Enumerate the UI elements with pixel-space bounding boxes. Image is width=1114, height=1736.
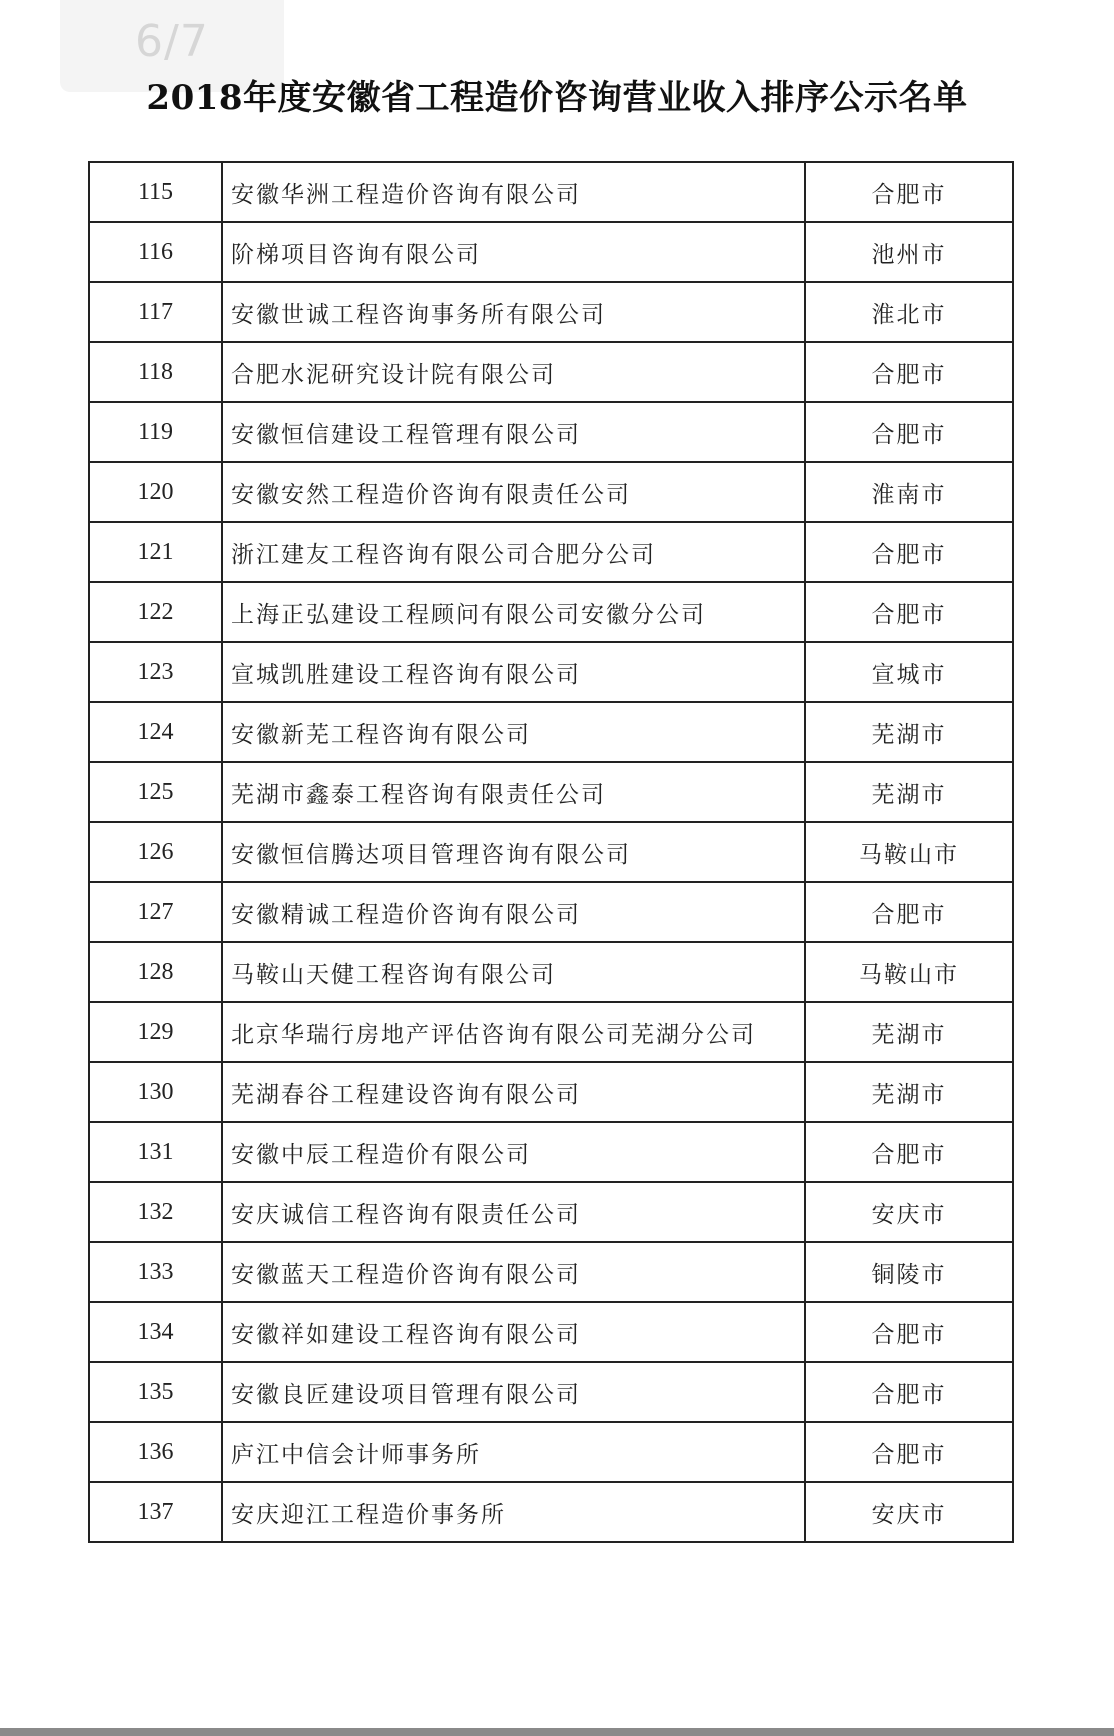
page-indicator-text: 6/7 <box>135 16 209 67</box>
table-row <box>89 402 1013 462</box>
city-cell: 铜陵市 <box>805 1242 1013 1302</box>
rank-number-cell: 116 <box>89 222 222 282</box>
table-row <box>89 1482 1013 1542</box>
company-name-cell: 安徽蓝天工程造价咨询有限公司 <box>222 1242 805 1302</box>
company-name-cell: 安徽恒信建设工程管理有限公司 <box>222 402 805 462</box>
company-name-cell: 安徽精诚工程造价咨询有限公司 <box>222 882 805 942</box>
city-cell: 合肥市 <box>805 162 1013 222</box>
rank-number-cell: 127 <box>89 882 222 942</box>
city-cell: 安庆市 <box>805 1182 1013 1242</box>
company-name-cell: 安徽世诚工程咨询事务所有限公司 <box>222 282 805 342</box>
table-row <box>89 762 1013 822</box>
city-cell: 马鞍山市 <box>805 942 1013 1002</box>
table-row <box>89 1302 1013 1362</box>
rank-number-cell: 115 <box>89 162 222 222</box>
company-name-cell: 安徽新芜工程咨询有限公司 <box>222 702 805 762</box>
rank-number-cell: 118 <box>89 342 222 402</box>
ranking-table-container <box>88 161 1014 1543</box>
table-row <box>89 1002 1013 1062</box>
company-name-cell: 芜湖市鑫泰工程咨询有限责任公司 <box>222 762 805 822</box>
company-name-cell: 安庆迎江工程造价事务所 <box>222 1482 805 1542</box>
table-row <box>89 582 1013 642</box>
rank-number-cell: 121 <box>89 522 222 582</box>
city-cell: 池州市 <box>805 222 1013 282</box>
company-name-cell: 芜湖春谷工程建设咨询有限公司 <box>222 1062 805 1122</box>
table-row <box>89 1062 1013 1122</box>
rank-number-cell: 129 <box>89 1002 222 1062</box>
rank-number-cell: 135 <box>89 1362 222 1422</box>
rank-number-cell: 130 <box>89 1062 222 1122</box>
city-cell: 合肥市 <box>805 342 1013 402</box>
city-cell: 合肥市 <box>805 522 1013 582</box>
company-name-cell: 北京华瑞行房地产评估咨询有限公司芜湖分公司 <box>222 1002 805 1062</box>
bottom-scroll-bar <box>0 1728 1114 1736</box>
table-row <box>89 222 1013 282</box>
rank-number-cell: 136 <box>89 1422 222 1482</box>
table-row <box>89 1182 1013 1242</box>
city-cell: 合肥市 <box>805 1302 1013 1362</box>
rank-number-cell: 133 <box>89 1242 222 1302</box>
rank-number-cell: 117 <box>89 282 222 342</box>
company-name-cell: 浙江建友工程咨询有限公司合肥分公司 <box>222 522 805 582</box>
rank-number-cell: 125 <box>89 762 222 822</box>
table-row <box>89 882 1013 942</box>
company-name-cell: 安徽华洲工程造价咨询有限公司 <box>222 162 805 222</box>
table-row <box>89 1242 1013 1302</box>
rank-number-cell: 119 <box>89 402 222 462</box>
city-cell: 合肥市 <box>805 402 1013 462</box>
company-name-cell: 安徽中辰工程造价有限公司 <box>222 1122 805 1182</box>
table-row <box>89 1422 1013 1482</box>
table-row <box>89 162 1013 222</box>
city-cell: 合肥市 <box>805 882 1013 942</box>
city-cell: 芜湖市 <box>805 1002 1013 1062</box>
company-name-cell: 合肥水泥研究设计院有限公司 <box>222 342 805 402</box>
company-name-cell: 庐江中信会计师事务所 <box>222 1422 805 1482</box>
rank-number-cell: 131 <box>89 1122 222 1182</box>
table-row <box>89 1122 1013 1182</box>
company-name-cell: 安徽良匠建设项目管理有限公司 <box>222 1362 805 1422</box>
company-name-cell: 安徽祥如建设工程咨询有限公司 <box>222 1302 805 1362</box>
rank-number-cell: 120 <box>89 462 222 522</box>
rank-number-cell: 126 <box>89 822 222 882</box>
city-cell: 芜湖市 <box>805 762 1013 822</box>
company-name-cell: 宣城凯胜建设工程咨询有限公司 <box>222 642 805 702</box>
city-cell: 合肥市 <box>805 1122 1013 1182</box>
ranking-table-body <box>89 162 1013 1542</box>
table-row <box>89 642 1013 702</box>
rank-number-cell: 123 <box>89 642 222 702</box>
company-name-cell: 上海正弘建设工程顾问有限公司安徽分公司 <box>222 582 805 642</box>
document-title: 2018年度安徽省工程造价咨询营业收入排序公示名单 <box>146 78 968 118</box>
rank-number-cell: 137 <box>89 1482 222 1542</box>
rank-number-cell: 124 <box>89 702 222 762</box>
table-row <box>89 282 1013 342</box>
city-cell: 马鞍山市 <box>805 822 1013 882</box>
table-row <box>89 342 1013 402</box>
table-row <box>89 462 1013 522</box>
company-name-cell: 阶梯项目咨询有限公司 <box>222 222 805 282</box>
table-row <box>89 522 1013 582</box>
table-row <box>89 702 1013 762</box>
city-cell: 合肥市 <box>805 1362 1013 1422</box>
city-cell: 宣城市 <box>805 642 1013 702</box>
company-name-cell: 安徽恒信腾达项目管理咨询有限公司 <box>222 822 805 882</box>
city-cell: 淮南市 <box>805 462 1013 522</box>
rank-number-cell: 132 <box>89 1182 222 1242</box>
company-name-cell: 安徽安然工程造价咨询有限责任公司 <box>222 462 805 522</box>
ranking-table <box>88 161 1014 1543</box>
city-cell: 淮北市 <box>805 282 1013 342</box>
rank-number-cell: 134 <box>89 1302 222 1362</box>
table-row <box>89 822 1013 882</box>
city-cell: 芜湖市 <box>805 702 1013 762</box>
city-cell: 合肥市 <box>805 582 1013 642</box>
company-name-cell: 安庆诚信工程咨询有限责任公司 <box>222 1182 805 1242</box>
table-row <box>89 1362 1013 1422</box>
city-cell: 芜湖市 <box>805 1062 1013 1122</box>
city-cell: 安庆市 <box>805 1482 1013 1542</box>
rank-number-cell: 128 <box>89 942 222 1002</box>
city-cell: 合肥市 <box>805 1422 1013 1482</box>
table-row <box>89 942 1013 1002</box>
company-name-cell: 马鞍山天健工程咨询有限公司 <box>222 942 805 1002</box>
rank-number-cell: 122 <box>89 582 222 642</box>
